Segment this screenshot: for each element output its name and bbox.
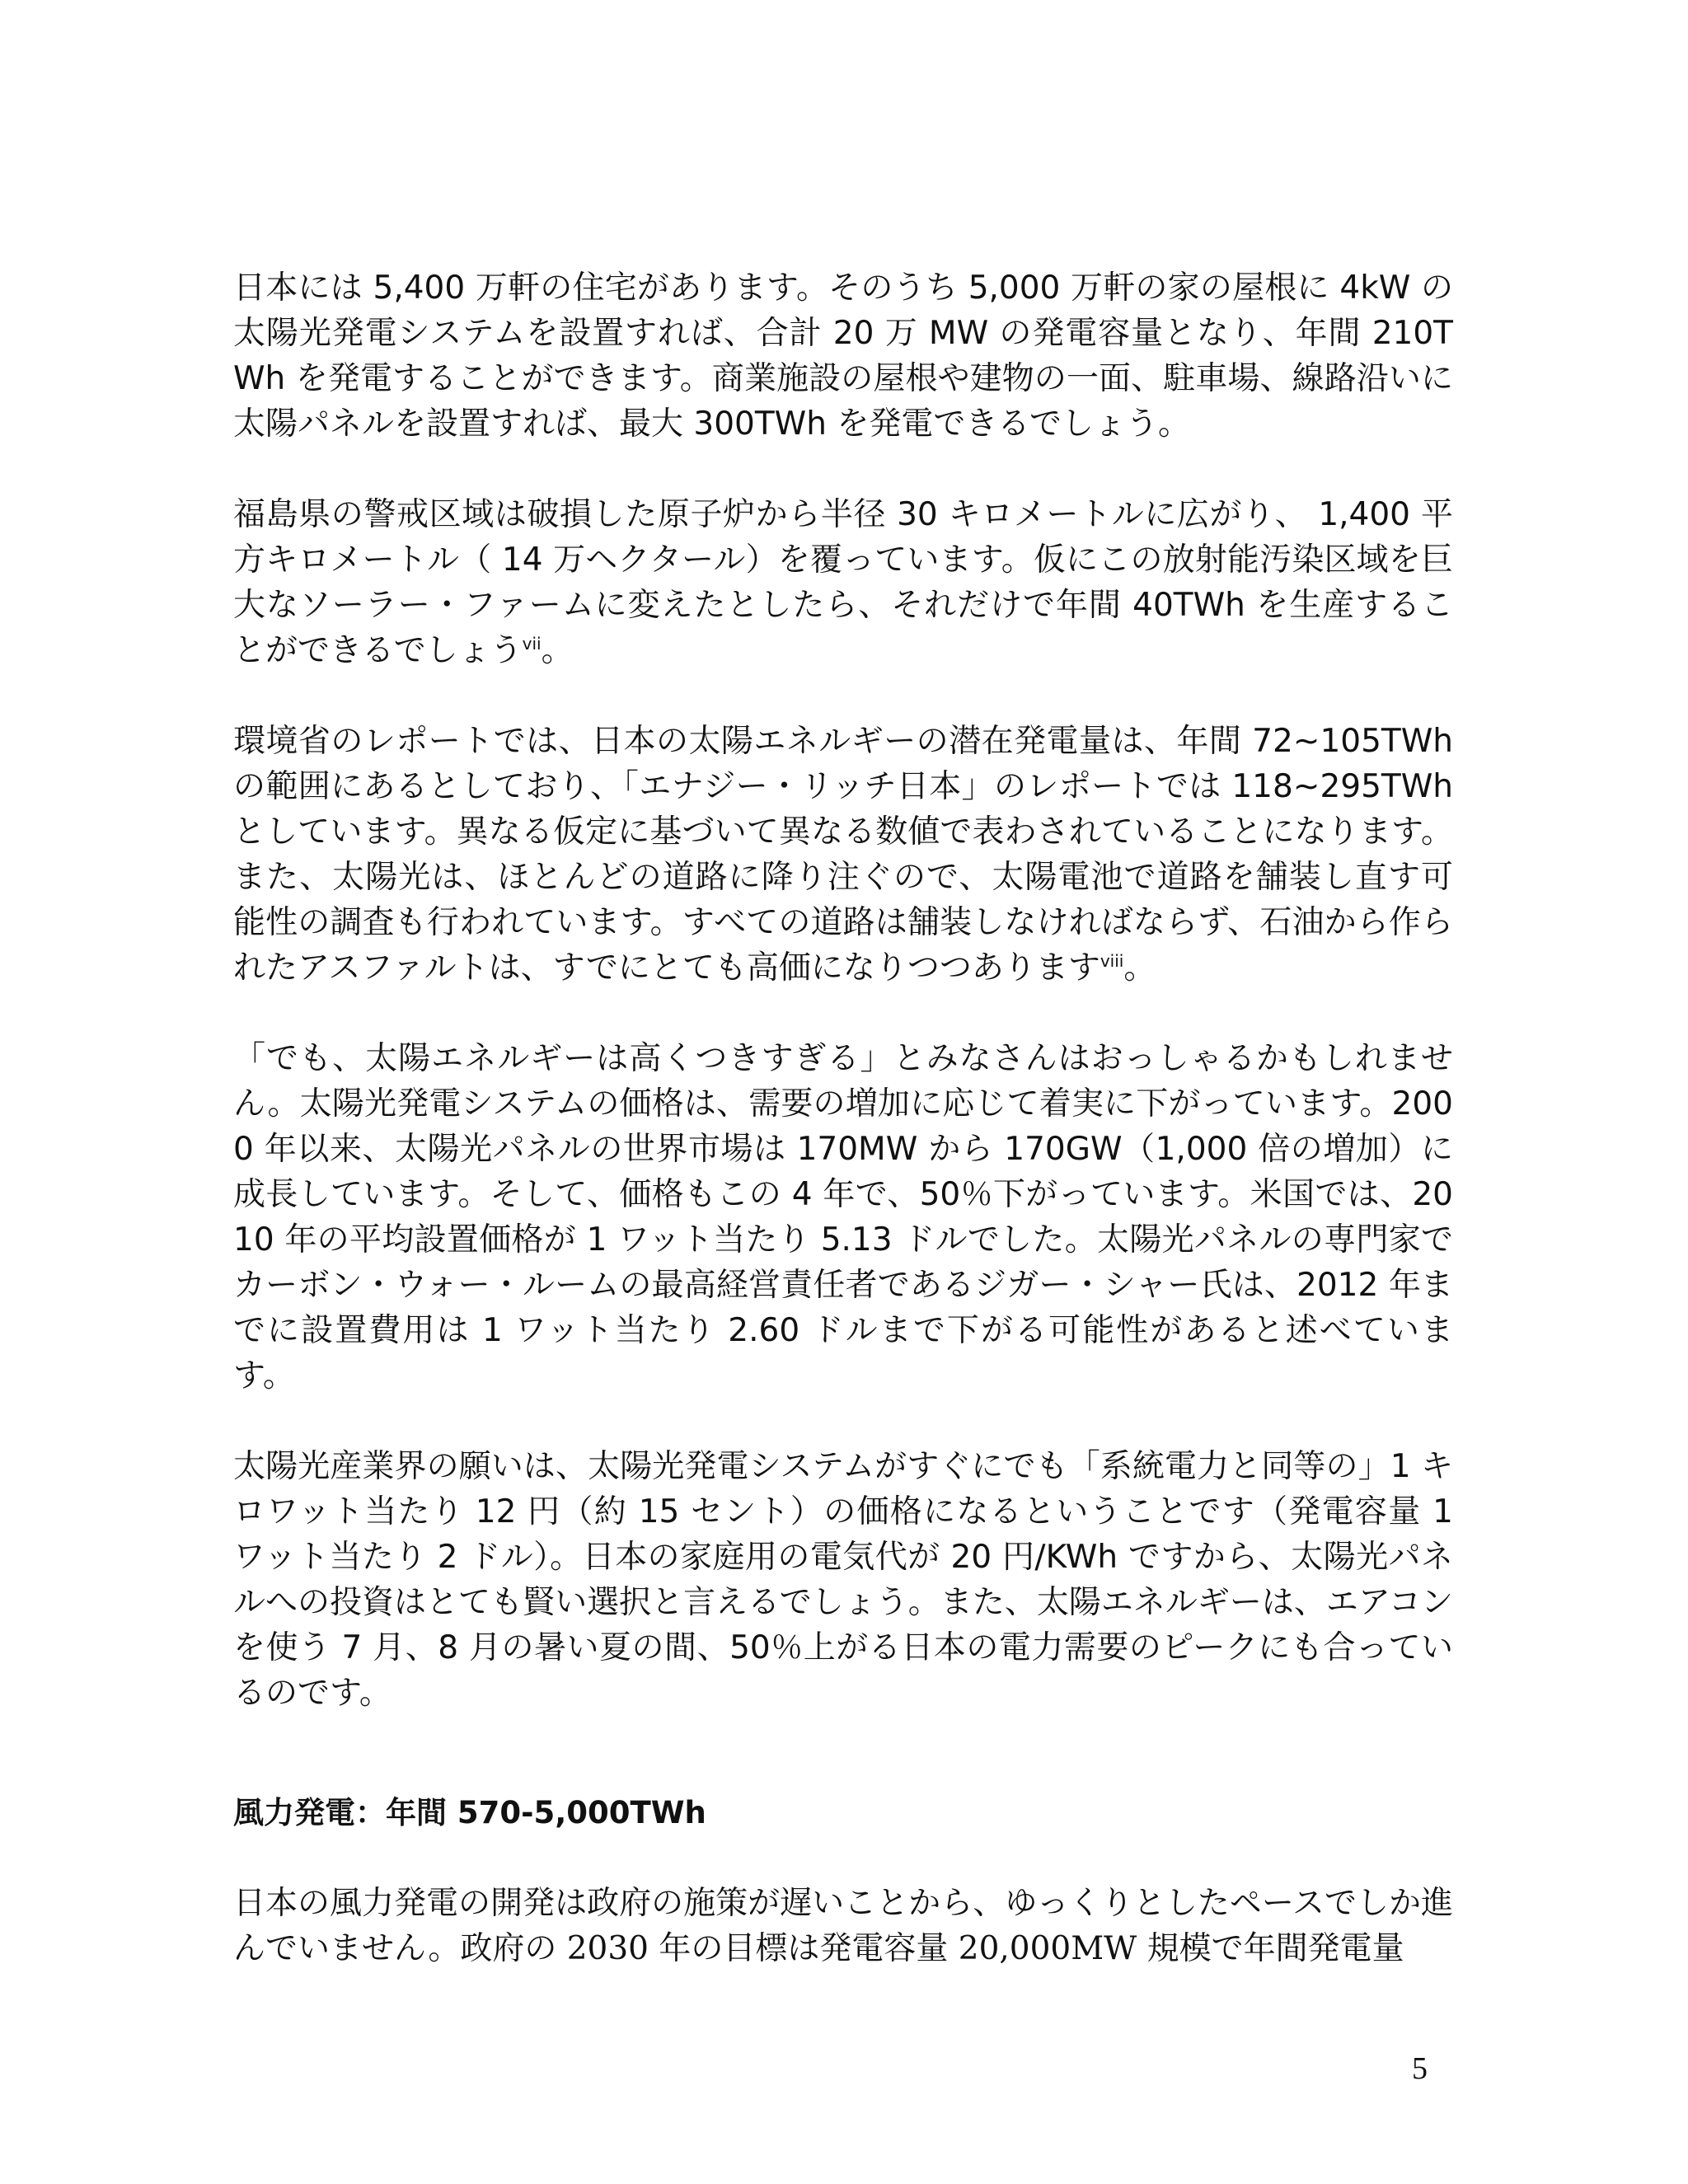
paragraph-end-mark: 。 — [541, 632, 574, 669]
paragraph-grid-parity — [233, 1444, 1453, 1716]
paragraph-text: 太陽光産業界の願いは、太陽光発電システムがすぐにでも「系統電力と同等の」1 キロワット当たり 12 円（約 15 セント）の価格になるということです（発電容量 1 ワット当たり 2 ドル）。日本の家庭用の電気代が 20 円/KWh ですから、太陽光パネルへの投資はとても賢い選択と言えるでしょう。また、太陽エネルギーは、エアコンを使う 7 月、8 月の暑い夏の間、50％上がる日本の電力需要のピークにも合っているのです。 — [233, 1448, 1453, 1712]
paragraph-potential-estimates — [233, 719, 1453, 991]
page-number: 5 — [1412, 2051, 1428, 2086]
footnote-ref: vii — [522, 634, 542, 654]
paragraph-text: 環境省のレポートでは、日本の太陽エネルギーの潜在発電量は、年間 72~105TWh の範囲にあるとしており、「エナジー・リッチ日本」のレポートでは 118~295TWh としています。異なる仮定に基づいて異なる数値で表わされていることになります。また、太陽光は、ほとんどの道路に降り注ぐので、太陽電池で道路を舗装し直す可能性の調査も行われています。すべての道路は舗装しなければならず、石油から作られたアスファルトは、すでにとても高価になりつつあります — [233, 723, 1453, 987]
paragraph-end-mark: 。 — [1123, 949, 1156, 987]
paragraph-rooftop-solar — [233, 265, 1453, 447]
footnote-ref: viii — [1100, 951, 1124, 971]
paragraph-wind-development — [233, 1881, 1453, 1971]
page-body — [233, 265, 1453, 2017]
paragraph-fukushima-zone — [233, 492, 1453, 673]
paragraph-text: 「でも、太陽エネルギーは高くつきすぎる」とみなさんはおっしゃるかもしれません。太陽光発電システムの価格は、需要の増加に応じて着実に下がっています。2000 年以来、太陽光パネルの世界市場は 170MW から 170GW（1,000 倍の増加）に成長しています。そして、価格もこの 4 年で、50％下がっています。米国では、2010 年の平均設置価格が 1 ワット当たり 5.13 ドルでした。太陽光パネルの専門家でカーボン・ウォー・ルームの最高経営責任者であるジガー・シャー氏は、2012 年までに設置費用は 1 ワット当たり 2.60 ドルまで下がる可能性があると述べています。 — [233, 1040, 1453, 1394]
paragraph-text: 日本の風力発電の開発は政府の施策が遅いことから、ゆっくりとしたペースでしか進んでいません。政府の 2030 年の目標は発電容量 20,000MW 規模で年間発電量 — [233, 1885, 1453, 1967]
paragraph-text: 日本には 5,400 万軒の住宅があります。そのうち 5,000 万軒の家の屋根に 4kW の太陽光発電システムを設置すれば、合計 20 万 MW の発電容量となり、年間 210TWh を発電することができます。商業施設の屋根や建物の一面、駐車場、線路沿いに太陽パネルを設置すれば、最大 300TWh を発電できるでしょう。 — [233, 269, 1453, 443]
section-heading-wind: 風力発電：年間 570-5,000TWh — [233, 1795, 706, 1830]
paragraph-solar-cost — [233, 1036, 1453, 1399]
paragraph-text: 福島県の警戒区域は破損した原子炉から半径 30 キロメートルに広がり、 1,400 平方キロメートル（ 14 万ヘクタール）を覆っています。仮にこの放射能汚染区域を巨大なソーラー・ファームに変えたとしたら、それだけで年間 40TWh を生産することができるでしょう — [233, 496, 1453, 669]
